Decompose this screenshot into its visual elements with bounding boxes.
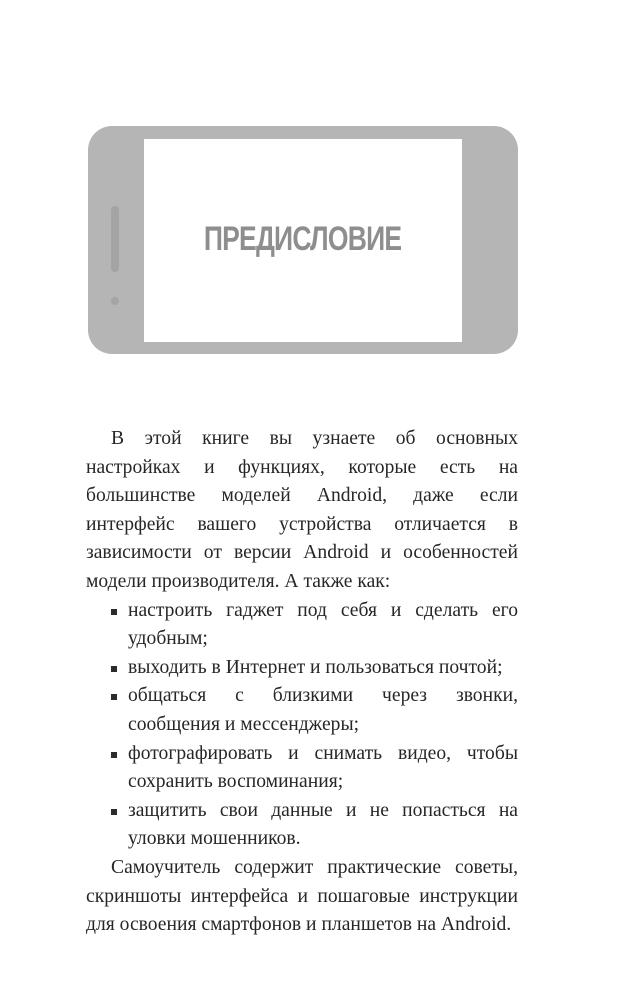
square-bullet-icon [111, 609, 117, 615]
list-item-text: фотографировать и снимать видео, чтобы сохранить воспоминания; [128, 742, 518, 793]
chapter-title: ПРЕДИСЛОВИЕ [204, 220, 402, 258]
closing-paragraph: Самоучитель содержит практические советы, скриншоты интерфейса и пошаговые инструкции для освоения смартфонов и планшетов на Android. [86, 856, 518, 936]
phone-screen [144, 139, 462, 342]
list-item [86, 797, 518, 854]
list-item-text: настроить гаджет под себя и сделать его удобным; [128, 599, 518, 650]
list-item [86, 654, 518, 683]
feature-list [86, 597, 518, 854]
list-item-text: выходить в Интернет и пользоваться почтой; [128, 656, 503, 678]
intro-paragraph: В этой книге вы узнаете об основных настройках и функциях, которые есть на большинстве моделей Android, даже если интерфейс вашего устройства отличается в зависимости от версии Android и особенностей модели производителя. А также как: [86, 428, 518, 592]
body-text [86, 425, 518, 940]
list-item [86, 597, 518, 654]
phone-illustration [88, 126, 518, 354]
list-item-text: защитить свои данные и не попасться на уловки мошенников. [128, 799, 518, 850]
list-item [86, 740, 518, 797]
square-bullet-icon [111, 809, 117, 815]
list-item-text: общаться с близкими через звонки, сообщения и мессенджеры; [128, 685, 518, 735]
list-item [86, 682, 518, 739]
square-bullet-icon [111, 694, 117, 700]
square-bullet-icon [111, 666, 117, 672]
speaker-icon [111, 206, 119, 272]
home-button-icon [111, 297, 119, 305]
square-bullet-icon [111, 752, 117, 758]
